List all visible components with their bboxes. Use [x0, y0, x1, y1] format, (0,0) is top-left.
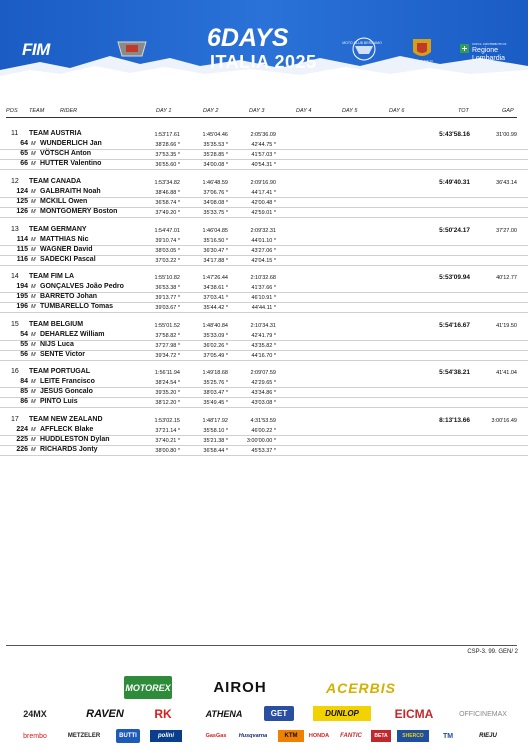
rider-class: M — [31, 427, 36, 433]
rider-day2-time: 36'58.44 * — [203, 448, 228, 454]
rider-day3-time: 42'00.48 * — [251, 200, 276, 206]
rider-row — [0, 342, 528, 351]
col-header-tot: TOT — [458, 108, 469, 114]
rider-number: 66 — [20, 160, 28, 167]
rider-class: M — [31, 189, 36, 195]
team-row — [0, 274, 528, 283]
rider-number: 54 — [20, 331, 28, 338]
team-row — [0, 369, 528, 378]
rider-day3-time: 42'04.15 * — [251, 258, 276, 264]
rider-row — [0, 447, 528, 456]
team-day3-time: 2:09'07.59 — [250, 370, 276, 376]
sponsor-logo: FANTIC — [340, 733, 362, 739]
team-day2-time: 1:46'04.85 — [202, 228, 228, 234]
rider-name: HUTTER Valentino — [40, 160, 102, 167]
sponsor-logo: DUNLOP — [313, 706, 371, 721]
team-gap: 31'00.99 — [496, 132, 517, 138]
team-day1-time: 1:54'47.01 — [154, 228, 180, 234]
rider-row — [0, 399, 528, 408]
rider-day2-time: 35'16.50 * — [203, 238, 228, 244]
col-header-day3: DAY 3 — [249, 108, 265, 114]
rider-day1-time: 38'12.20 * — [155, 400, 180, 406]
rider-day1-time: 37'49.20 * — [155, 210, 180, 216]
rider-name: TUMBARELLO Tomas — [40, 303, 113, 310]
team-day1-time: 1:53'02.15 — [154, 418, 180, 424]
rider-row — [0, 151, 528, 160]
rider-number: 195 — [16, 293, 28, 300]
rider-day2-time: 37'05.49 * — [203, 353, 228, 359]
rider-row — [0, 247, 528, 256]
sponsor-logo: AIROH — [213, 679, 267, 696]
event-logo-subtitle: ITALIA 2025 — [210, 52, 317, 72]
rider-number: 86 — [20, 398, 28, 405]
rider-day3-time: 43'27.06 * — [251, 248, 276, 254]
rider-number: 114 — [16, 236, 28, 243]
sponsor-logo: ACERBIS — [325, 679, 396, 696]
rider-name: NIJS Luca — [40, 341, 74, 348]
sponsor-logo: OFFICINEMAX — [459, 711, 507, 718]
rider-day3-time: 44'44.11 * — [251, 305, 276, 311]
team-row — [0, 322, 528, 331]
rider-number: 65 — [20, 150, 28, 157]
rider-class: M — [31, 237, 36, 243]
team-total-time: 5:54'38.21 — [439, 369, 470, 376]
rider-class: M — [31, 342, 36, 348]
rider-number: 56 — [20, 351, 28, 358]
rider-name: SENTE Victor — [40, 351, 85, 358]
sponsor-logo: BETA — [371, 730, 391, 742]
sponsor-logo: RAVEN — [86, 707, 124, 720]
sponsor-logo: GasGas — [205, 733, 227, 739]
rider-day2-time: 36'30.47 * — [203, 248, 228, 254]
rider-class: M — [31, 209, 36, 215]
rider-number: 55 — [20, 341, 28, 348]
col-header-day5: DAY 5 — [342, 108, 358, 114]
rider-row — [0, 332, 528, 341]
rider-day1-time: 37'27.98 * — [155, 343, 180, 349]
col-header-day6: DAY 6 — [389, 108, 405, 114]
team-position: 15 — [11, 321, 19, 328]
col-header-gap: GAP — [502, 108, 514, 114]
team-day2-time: 1:46'48.59 — [202, 180, 228, 186]
rider-class: M — [31, 284, 36, 290]
team-day1-time: 1:53'34.82 — [154, 180, 180, 186]
rider-day1-time: 37'58.82 * — [155, 333, 180, 339]
sponsor-logo: METZELER — [67, 733, 101, 739]
rider-name: MATTHIAS Nic — [40, 236, 89, 243]
team-day3-time: 2:09'16.90 — [250, 180, 276, 186]
rider-day2-time: 35'33.09 * — [203, 333, 228, 339]
rider-name: GALBRAITH Noah — [40, 188, 101, 195]
team-name: TEAM BELGIUM — [29, 321, 84, 328]
rider-row — [0, 284, 528, 293]
col-header-team: TEAM — [29, 108, 45, 114]
rider-day3-time: 42'29.65 * — [251, 380, 276, 386]
sponsor-logo: brembo — [23, 732, 47, 740]
rider-name: RICHARDS Jonty — [40, 446, 98, 453]
sponsor-logo: RIEJU — [479, 733, 497, 739]
rider-class: M — [31, 379, 36, 385]
team-name: TEAM CANADA — [29, 178, 82, 185]
team-name: TEAM AUSTRIA — [29, 130, 82, 137]
rider-row — [0, 379, 528, 388]
fim-logo: FIM — [22, 40, 50, 59]
rider-day1-time: 38'46.88 * — [155, 190, 180, 196]
rider-day1-time: 37'21.14 * — [155, 428, 180, 434]
rider-row — [0, 257, 528, 266]
regione-contributo-text: CON IL CONTRIBUTO DI — [472, 42, 507, 46]
sponsor-logo: SHERCO — [397, 730, 429, 742]
rider-day1-time: 39'03.67 * — [155, 305, 180, 311]
sponsor-logo: TM — [442, 732, 454, 740]
rider-day3-time: 44'01.10 * — [251, 238, 276, 244]
rider-row — [0, 304, 528, 313]
rider-class: M — [31, 247, 36, 253]
team-row — [0, 131, 528, 140]
rider-day3-time: 46'10.91 * — [251, 295, 276, 301]
rider-class: M — [31, 447, 36, 453]
rider-day1-time: 38'24.54 * — [155, 380, 180, 386]
rider-number: 194 — [16, 283, 28, 290]
rider-day3-time: 43'34.86 * — [251, 390, 276, 396]
rider-name: VÖTSCH Anton — [40, 150, 92, 157]
team-gap: 41'19.50 — [496, 323, 517, 329]
rider-name: AFFLECK Blake — [40, 426, 94, 433]
rider-day2-time: 34'38.61 * — [203, 285, 228, 291]
rider-row — [0, 209, 528, 218]
team-day1-time: 1:56'11.94 — [154, 370, 180, 376]
rider-row — [0, 389, 528, 398]
rider-class: M — [31, 389, 36, 395]
team-name: TEAM GERMANY — [29, 226, 87, 233]
team-gap: 40'12.77 — [496, 275, 517, 281]
rider-day1-time: 36'53.38 * — [155, 285, 180, 291]
team-day3-time: 4:31'53.59 — [250, 418, 276, 424]
rider-day2-time: 36'02.26 * — [203, 343, 228, 349]
rider-day2-time: 35'49.45 * — [203, 400, 228, 406]
team-day2-time: 1:47'26.44 — [202, 275, 228, 281]
rider-day2-time: 34'00.08 * — [203, 162, 228, 168]
rider-day3-time: 43'03.08 * — [251, 400, 276, 406]
rider-name: DEHARLEZ William — [40, 331, 105, 338]
team-day1-time: 1:53'17.61 — [154, 132, 180, 138]
rider-day2-time: 37'06.76 * — [203, 190, 228, 196]
rider-row — [0, 237, 528, 246]
regione-logo: Regione Lombardia — [472, 47, 506, 62]
rider-row — [0, 189, 528, 198]
moto-club-logo: MOTO CLUB BERGAMO — [342, 41, 382, 45]
rider-number: 115 — [16, 246, 28, 253]
rider-day3-time: 45'53.37 * — [251, 448, 276, 454]
col-header-rider: RIDER — [60, 108, 78, 114]
team-position: 14 — [11, 273, 19, 280]
event-logo-title: 6DAYS — [207, 24, 289, 52]
team-gap: 3:00'16.49 — [491, 418, 517, 424]
rider-day3-time: 43'35.82 * — [251, 343, 276, 349]
rider-number: 85 — [20, 388, 28, 395]
team-day2-time: 1:48'17.92 — [202, 418, 228, 424]
team-total-time: 5:43'58.16 — [439, 131, 470, 138]
rider-number: 126 — [16, 208, 28, 215]
rider-day1-time: 39'34.72 * — [155, 353, 180, 359]
rider-day2-time: 34'08.08 * — [203, 200, 228, 206]
rider-number: 84 — [20, 378, 28, 385]
rider-name: HUDDLESTON Dylan — [40, 436, 110, 443]
rider-number: 125 — [16, 198, 28, 205]
team-row — [0, 179, 528, 188]
rider-name: LEITE Francisco — [40, 378, 95, 385]
rider-class: M — [31, 257, 36, 263]
team-name: TEAM FIM LA — [29, 273, 75, 280]
rider-number: 64 — [20, 140, 28, 147]
col-header-day1: DAY 1 — [156, 108, 172, 114]
sponsor-logo: Husqvarna — [238, 733, 268, 739]
rider-day1-time: 38'28.66 * — [155, 142, 180, 148]
rider-class: M — [31, 437, 36, 443]
rider-day1-time: 38'03.05 * — [155, 248, 180, 254]
rider-day1-time: 37'40.21 * — [155, 438, 180, 444]
rider-day1-time: 39'13.77 * — [155, 295, 180, 301]
rider-day3-time: 42'44.75 * — [251, 142, 276, 148]
rider-day3-time: 3:00'00.00 * — [246, 438, 276, 444]
team-row — [0, 417, 528, 426]
col-header-day4: DAY 4 — [296, 108, 312, 114]
rider-number: 225 — [16, 436, 28, 443]
team-day1-time: 1:55'10.82 — [154, 275, 180, 281]
rider-name: WAGNER David — [40, 246, 93, 253]
team-day2-time: 1:48'40.84 — [202, 323, 228, 329]
team-total-time: 5:54'16.67 — [439, 322, 470, 329]
rider-day1-time: 37'03.22 * — [155, 258, 180, 264]
team-position: 17 — [11, 416, 19, 423]
rider-number: 116 — [16, 256, 28, 263]
sponsor-logo: polini — [150, 730, 182, 742]
rider-day2-time: 35'35.53 * — [203, 142, 228, 148]
team-name: TEAM NEW ZEALAND — [29, 416, 103, 423]
rider-class: M — [31, 199, 36, 205]
rider-number: 224 — [16, 426, 28, 433]
rider-day2-time: 35'25.76 * — [203, 380, 228, 386]
rider-row — [0, 352, 528, 361]
team-gap: 37'27.00 — [496, 228, 517, 234]
team-day1-time: 1:55'01.52 — [154, 323, 180, 329]
rider-day1-time: 39'10.74 * — [155, 238, 180, 244]
sponsor-logo: ATHENA — [205, 708, 243, 719]
team-gap: 41'41.04 — [496, 370, 517, 376]
sponsor-logo: BUTTI — [116, 729, 140, 743]
rider-day3-time: 42'59.01 * — [251, 210, 276, 216]
rider-name: MONTGOMERY Boston — [40, 208, 118, 215]
rider-day2-time: 35'21.38 * — [203, 438, 228, 444]
rider-name: PINTO Luis — [40, 398, 78, 405]
rider-day1-time: 36'58.74 * — [155, 200, 180, 206]
team-day2-time: 1:45'04.46 — [202, 132, 228, 138]
sponsor-logo: EICMA — [394, 706, 434, 721]
rider-day2-time: 35'28.85 * — [203, 152, 228, 158]
rider-day2-time: 35'44.42 * — [203, 305, 228, 311]
rider-row — [0, 161, 528, 170]
rider-class: M — [31, 151, 36, 157]
sponsor-logo: GET — [264, 706, 294, 721]
event-banner — [0, 0, 528, 92]
rider-name: MCKILL Owen — [40, 198, 88, 205]
rider-day2-time: 38'03.47 * — [203, 390, 228, 396]
team-total-time: 5:50'24.17 — [439, 227, 470, 234]
team-position: 16 — [11, 368, 19, 375]
rider-class: M — [31, 352, 36, 358]
rider-name: JESUS Goncalo — [40, 388, 93, 395]
rider-day3-time: 42'41.79 * — [251, 333, 276, 339]
page-code: CSP-3. 99. GEN/ 2 — [467, 649, 518, 655]
rider-number: 124 — [16, 188, 28, 195]
rider-class: M — [31, 304, 36, 310]
team-position: 13 — [11, 226, 19, 233]
rider-name: GONÇALVES João Pedro — [40, 283, 124, 290]
rider-day1-time: 37'53.35 * — [155, 152, 180, 158]
rider-row — [0, 141, 528, 150]
team-day3-time: 2:05'36.09 — [250, 132, 276, 138]
rider-class: M — [31, 161, 36, 167]
sponsor-logo: 24MX — [23, 708, 47, 719]
rider-row — [0, 437, 528, 446]
rider-class: M — [31, 332, 36, 338]
team-total-time: 5:49'40.31 — [439, 179, 470, 186]
team-row — [0, 227, 528, 236]
rider-number: 226 — [16, 446, 28, 453]
rider-day2-time: 37'03.41 * — [203, 295, 228, 301]
rider-class: M — [31, 294, 36, 300]
rider-day2-time: 35'33.75 * — [203, 210, 228, 216]
header-divider — [6, 117, 517, 118]
team-name: TEAM PORTUGAL — [29, 368, 91, 375]
rider-day1-time: 36'55.60 * — [155, 162, 180, 168]
rider-row — [0, 427, 528, 436]
team-total-time: 5:53'09.94 — [439, 274, 470, 281]
sponsor-logo: RK — [154, 706, 172, 721]
rider-row — [0, 294, 528, 303]
rider-name: BARRETO Johan — [40, 293, 98, 300]
rider-day2-time: 34'17.88 * — [203, 258, 228, 264]
team-position: 11 — [11, 130, 19, 137]
rider-day2-time: 35'58.10 * — [203, 428, 228, 434]
rider-name: WUNDERLICH Jan — [40, 140, 102, 147]
team-gap: 36'43.14 — [496, 180, 517, 186]
rider-class: M — [31, 141, 36, 147]
team-position: 12 — [11, 178, 19, 185]
rider-name: SADECKI Pascal — [40, 256, 96, 263]
rider-day3-time: 40'54.31 * — [251, 162, 276, 168]
team-total-time: 8:13'13.66 — [439, 417, 470, 424]
col-header-pos: POS — [6, 108, 18, 114]
rider-row — [0, 199, 528, 208]
rider-day1-time: 39'35.20 * — [155, 390, 180, 396]
rider-day3-time: 46'00.22 * — [251, 428, 276, 434]
rider-day3-time: 44'16.70 * — [251, 353, 276, 359]
sponsor-logo: MOTOREX — [124, 676, 172, 699]
team-day3-time: 2:10'32.68 — [250, 275, 276, 281]
rider-number: 196 — [16, 303, 28, 310]
sponsor-logo: HONDA — [308, 733, 330, 739]
team-day3-time: 2:09'32.31 — [250, 228, 276, 234]
team-day2-time: 1:49'18.68 — [202, 370, 228, 376]
rider-day3-time: 44'17.41 * — [251, 190, 276, 196]
rider-day1-time: 38'00.80 * — [155, 448, 180, 454]
rider-day3-time: 41'37.66 * — [251, 285, 276, 291]
col-header-day2: DAY 2 — [203, 108, 219, 114]
sponsor-logo: KTM — [278, 730, 304, 742]
team-day3-time: 2:10'34.31 — [250, 323, 276, 329]
rider-class: M — [31, 399, 36, 405]
rider-day3-time: 41'57.03 * — [251, 152, 276, 158]
footer-divider — [6, 645, 517, 646]
comune-logo: COMUNE DI BERGAMO — [415, 59, 433, 67]
